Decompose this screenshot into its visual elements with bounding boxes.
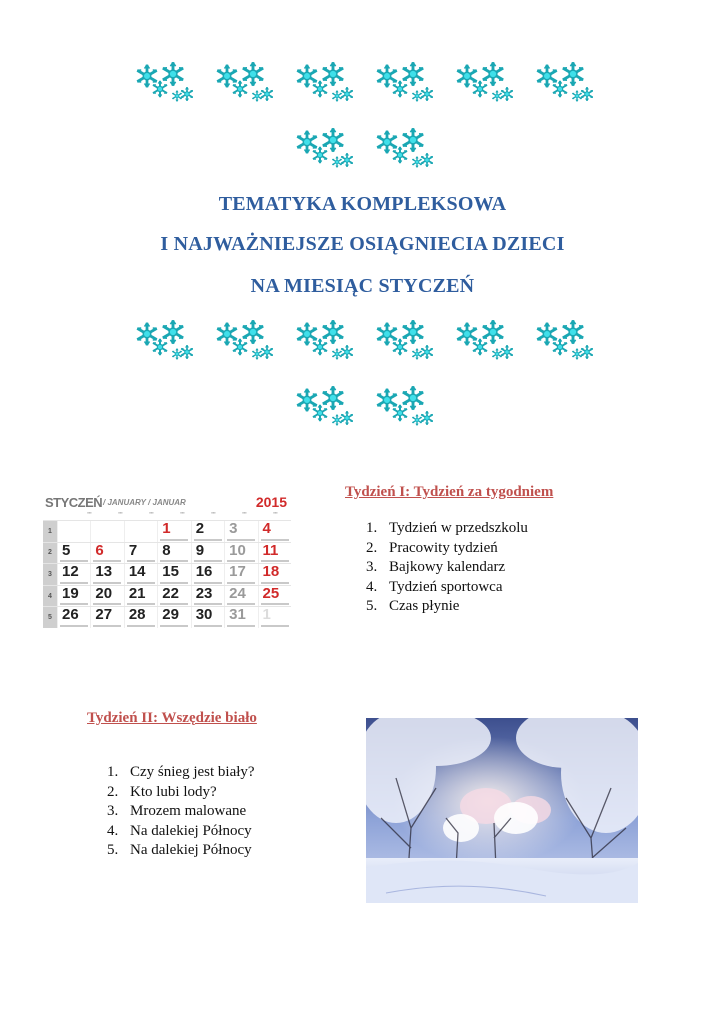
list-item: 5. Na dalekiej Północy	[107, 841, 255, 861]
calendar-day-cell	[157, 521, 190, 542]
week2-heading: Tydzień II: Wszędzie biało	[87, 710, 257, 726]
calendar-week-number: 3	[43, 564, 57, 585]
calendar-week-number: 2	[43, 543, 57, 564]
page-title-line-1: TEMATYKA KOMPLEKSOWA	[218, 193, 507, 215]
calendar-day-number: 27	[95, 606, 113, 624]
calendar-day-cell	[57, 521, 90, 542]
calendar-year: 2015	[255, 494, 287, 510]
calendar-day-number: 17	[229, 563, 246, 581]
calendar-day-number: 12	[62, 563, 79, 581]
snowflake-icon	[373, 62, 433, 104]
calendar-day-cell	[191, 521, 224, 542]
list-item-text: Mrozem malowane	[130, 803, 247, 819]
calendar-day-cell	[191, 586, 224, 607]
list-item-text: Na dalekiej Północy	[130, 842, 252, 858]
calendar-day-number: 25	[262, 584, 280, 602]
snowflake-icon	[293, 128, 353, 170]
list-item: 1. Tydzień w przedszkolu	[366, 519, 528, 539]
calendar-day-cell	[258, 543, 291, 564]
list-item-text: Tydzień w przedszkolu	[389, 520, 528, 536]
calendar-day-number: 8	[162, 541, 171, 559]
calendar-day-number: 15	[162, 563, 179, 581]
calendar-day-number: 22	[162, 584, 179, 602]
calendar-day-number: 16	[195, 563, 213, 581]
calendar-day-number: 10	[229, 541, 246, 559]
snowflake-icon	[453, 62, 513, 104]
snowflake-icon	[293, 320, 353, 362]
snowflake-icon	[293, 386, 353, 428]
calendar-day-number: 6	[95, 541, 104, 559]
list-item: 4. Na dalekiej Północy	[107, 822, 255, 842]
list-item-text: Bajkowy kalendarz	[389, 559, 506, 575]
calendar-day-cell	[157, 543, 190, 564]
calendar-day-cell	[57, 564, 90, 585]
snowflake-row-2	[0, 128, 725, 170]
calendar-day-cell	[124, 564, 157, 585]
list-item-text: Kto lubi lody?	[130, 783, 217, 800]
calendar-week-row	[43, 606, 291, 628]
calendar-grid	[43, 520, 291, 623]
calendar-day-number: 28	[128, 606, 146, 624]
calendar-month: STYCZEŃ	[45, 495, 103, 510]
week1-list	[366, 519, 528, 617]
week1-heading: Tydzień I: Tydzień za tygodniem	[345, 484, 554, 500]
calendar-day-cell	[90, 564, 123, 585]
calendar-day-number: 24	[229, 584, 246, 602]
calendar-week-number: 4	[43, 586, 57, 607]
calendar-day-cell	[124, 521, 157, 542]
calendar-image	[43, 492, 291, 623]
week2-list	[107, 763, 255, 861]
calendar-day-cell	[124, 543, 157, 564]
calendar-day-number: 7	[128, 541, 138, 559]
snowflake-icon	[533, 62, 593, 104]
calendar-day-number: 20	[95, 584, 113, 602]
calendar-day-cell	[258, 586, 291, 607]
calendar-day-cell	[224, 521, 257, 542]
calendar-week-number: 1	[43, 521, 57, 542]
page-title-line-2: I NAJWAŻNIEJSZE OSIĄGNIECIA DZIECI	[160, 233, 565, 255]
page-title-line-3: NA MIESIĄC STYCZEŃ	[250, 275, 475, 297]
snowflake-row-1	[0, 62, 725, 104]
calendar-day-number: 1	[262, 606, 271, 624]
snowflake-icon	[213, 320, 273, 362]
calendar-subtitle: / JANUARY / JANUAR	[103, 498, 186, 507]
snowflake-row-4	[0, 386, 725, 428]
snowflake-icon	[533, 320, 593, 362]
calendar-day-cell	[57, 586, 90, 607]
calendar-day-cell	[124, 607, 157, 628]
list-item: 3. Mrozem malowane	[107, 802, 255, 822]
calendar-day-cell	[224, 607, 257, 628]
calendar-header	[43, 492, 291, 510]
calendar-week-number: 5	[43, 607, 57, 628]
snowflake-icon	[293, 62, 353, 104]
calendar-day-cell	[90, 521, 123, 542]
calendar-day-cell	[157, 586, 190, 607]
list-item: 3. Bajkowy kalendarz	[366, 558, 528, 578]
calendar-day-cell	[90, 586, 123, 607]
calendar-day-cell	[90, 543, 123, 564]
calendar-week-row	[43, 520, 291, 542]
calendar-day-number: 3	[229, 520, 238, 537]
calendar-day-number: 14	[128, 563, 146, 581]
calendar-day-cell	[90, 607, 123, 628]
list-item-text: Czy śnieg jest biały?	[130, 764, 255, 780]
calendar-day-cell	[258, 607, 291, 628]
list-item-text: Czas płynie	[389, 598, 460, 614]
list-item: 1. Czy śnieg jest biały?	[107, 763, 255, 783]
snowflake-icon	[213, 62, 273, 104]
calendar-day-number: 4	[262, 520, 271, 537]
calendar-day-cell	[258, 521, 291, 542]
calendar-day-cell	[224, 543, 257, 564]
calendar-week-row	[43, 542, 291, 564]
snowflake-icon	[453, 320, 513, 362]
calendar-day-cell	[191, 607, 224, 628]
list-item: 2. Pracowity tydzień	[366, 539, 528, 559]
calendar-daynames: ▪▪▪ ▪▪▪ ▪▪▪ ▪▪▪ ▪▪▪ ▪▪▪ ▪▪▪	[87, 510, 278, 515]
calendar-day-number: 13	[95, 563, 113, 581]
calendar-day-number: 23	[195, 584, 213, 602]
calendar-day-cell	[124, 586, 157, 607]
calendar-day-cell	[224, 564, 257, 585]
calendar-day-number: 18	[262, 563, 280, 581]
calendar-day-number: 31	[229, 606, 246, 624]
calendar-day-number: 21	[128, 584, 146, 602]
calendar-day-cell	[258, 564, 291, 585]
calendar-week-row	[43, 563, 291, 585]
list-item-text: Tydzień sportowca	[389, 578, 503, 595]
calendar-day-number: 1	[162, 520, 171, 537]
snowflake-icon	[373, 320, 433, 362]
snowflake-icon	[373, 386, 433, 428]
calendar-day-number: 30	[195, 606, 213, 624]
calendar-day-number: 29	[162, 606, 179, 624]
calendar-day-number: 26	[62, 606, 79, 624]
calendar-day-number: 2	[195, 520, 205, 537]
calendar-day-number: 11	[262, 541, 279, 559]
list-item-text: Na dalekiej Północy	[130, 822, 252, 839]
snowflake-icon	[373, 128, 433, 170]
snowflake-icon	[133, 320, 193, 362]
snowflake-icon	[133, 62, 193, 104]
list-item-text: Pracowity tydzień	[389, 539, 498, 556]
calendar-day-cell	[157, 564, 190, 585]
calendar-day-cell	[57, 607, 90, 628]
calendar-day-cell	[157, 607, 190, 628]
calendar-day-cell	[224, 586, 257, 607]
list-item: 2. Kto lubi lody?	[107, 783, 255, 803]
list-item: 4. Tydzień sportowca	[366, 578, 528, 598]
calendar-week-row	[43, 585, 291, 607]
calendar-day-number: 19	[62, 584, 79, 602]
calendar-day-cell	[57, 543, 90, 564]
calendar-day-number: 5	[62, 541, 71, 559]
list-item: 5. Czas płynie	[366, 597, 528, 617]
calendar-day-cell	[191, 543, 224, 564]
calendar-day-number: 9	[195, 541, 205, 559]
snowflake-row-3	[0, 320, 725, 362]
winter-landscape-image	[366, 718, 638, 903]
calendar-day-cell	[191, 564, 224, 585]
